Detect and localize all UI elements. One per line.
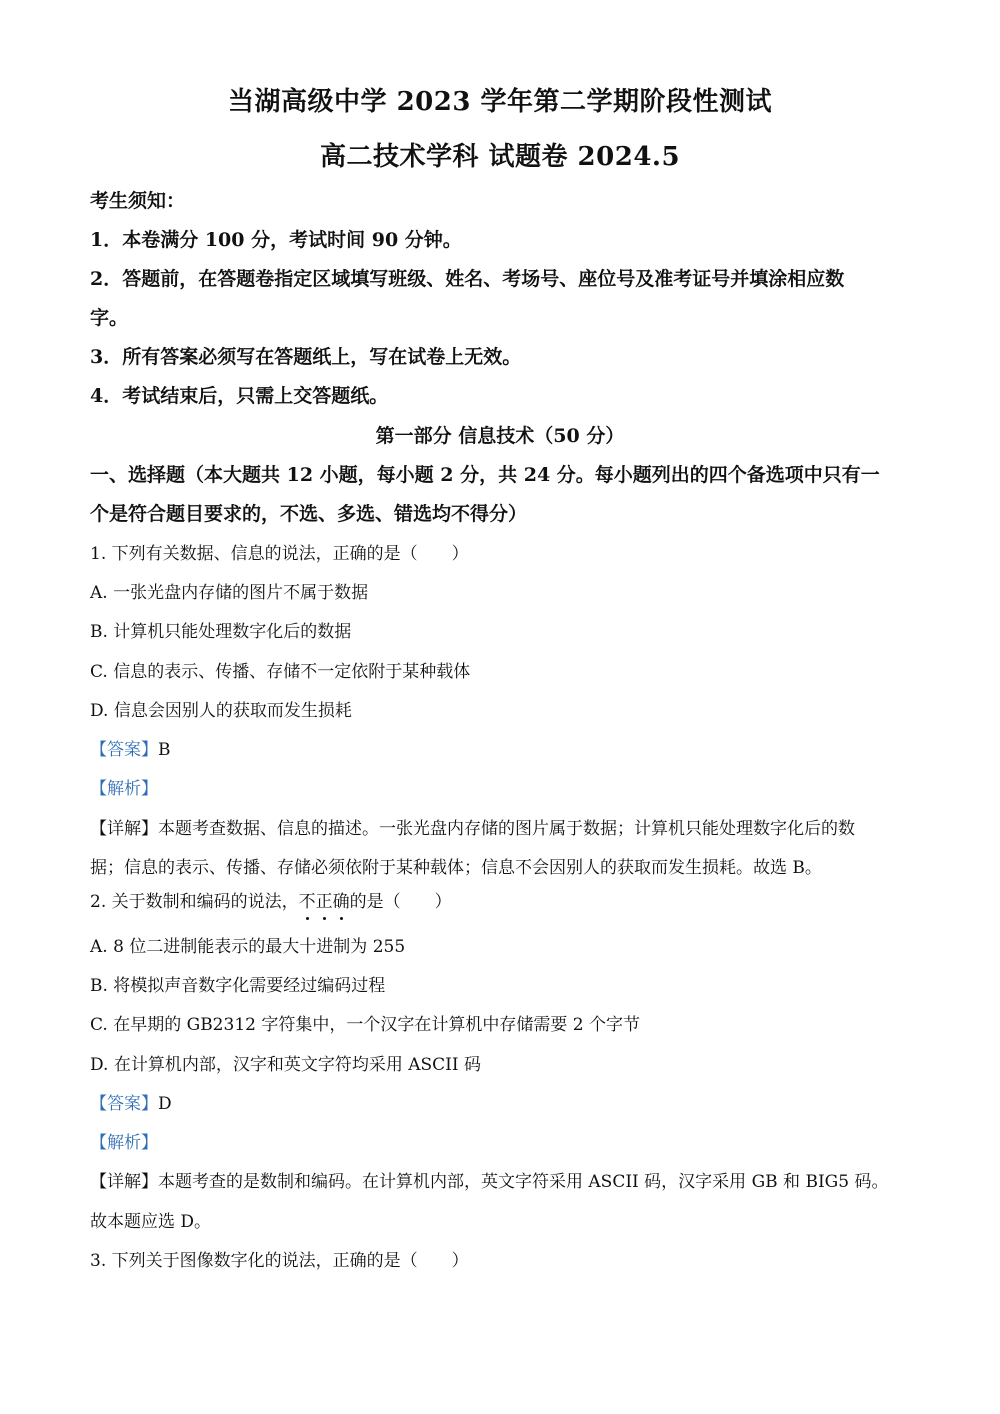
stem-text: 的是（ ）: [349, 892, 452, 912]
question-option: A. 一张光盘内存储的图片不属于数据: [90, 583, 369, 603]
notice-item: 4．考试结束后，只需上交答题纸。: [90, 385, 389, 407]
analysis-tag: 【解析】: [90, 1133, 158, 1153]
emphasis-char: 确: [332, 892, 350, 912]
question-option: B. 计算机只能处理数字化后的数据: [90, 622, 352, 642]
part-heading: 第一部分 信息技术（50 分）: [375, 425, 625, 447]
section-intro: 一、选择题（本大题共 12 小题，每小题 2 分，共 24 分。每小题列出的四个备选项中只有一: [90, 464, 880, 486]
answer-tag: 【答案】: [90, 740, 158, 760]
detail-tag: 【详解】: [90, 1172, 158, 1192]
detail-text: 故本题应选 D。: [90, 1212, 212, 1232]
section-intro: 个是符合题目要求的，不选、多选、错选均不得分）: [90, 503, 528, 525]
notice-item: 3．所有答案必须写在答题纸上，写在试卷上无效。: [90, 346, 522, 368]
detail-text: 本题考查数据、信息的描述。一张光盘内存储的图片属于数据；计算机只能处理数字化后的数: [158, 819, 855, 839]
detail-tag: 【详解】: [90, 819, 158, 839]
answer-value: D: [158, 1094, 172, 1114]
emphasis-char: 不: [298, 892, 316, 912]
detail-text: 据；信息的表示、传播、存储必须依附于某种载体；信息不会因别人的获取而发生损耗。故选 B。: [90, 858, 822, 878]
answer-value: B: [158, 740, 171, 760]
question-option: C. 信息的表示、传播、存储不一定依附于某种载体: [90, 662, 471, 682]
question-stem: 3. 下列关于图像数字化的说法，正确的是（ ）: [90, 1251, 469, 1271]
question-stem: [90, 894, 452, 911]
question-stem: 1. 下列有关数据、信息的说法，正确的是（ ）: [90, 544, 469, 564]
notice-item: 1．本卷满分 100 分，考试时间 90 分钟。: [90, 229, 462, 251]
answer-line: [90, 1096, 172, 1113]
answer-line: [90, 742, 171, 759]
exam-subtitle: 高二技术学科 试题卷 2024.5: [319, 142, 681, 172]
detail-line: [90, 1174, 888, 1191]
question-option: C. 在早期的 GB2312 字符集中，一个汉字在计算机中存储需要 2 个字节: [90, 1015, 640, 1035]
notice-item: 2．答题前，在答题卷指定区域填写班级、姓名、考场号、座位号及准考证号并填涂相应数: [90, 268, 845, 290]
detail-text: 本题考查的是数制和编码。在计算机内部，英文字符采用 ASCII 码，汉字采用 GB 和 BIG5 码。: [158, 1172, 889, 1192]
question-option: D. 在计算机内部，汉字和英文字符均采用 ASCII 码: [90, 1055, 481, 1075]
exam-title: 当湖高级中学 2023 学年第二学期阶段性测试: [228, 87, 772, 117]
answer-tag: 【答案】: [90, 1094, 158, 1114]
notice-item: 字。: [90, 307, 129, 329]
detail-line: [90, 821, 855, 838]
question-option: B. 将模拟声音数字化需要经过编码过程: [90, 976, 386, 996]
analysis-tag: 【解析】: [90, 779, 158, 799]
emphasis-char: 正: [315, 892, 333, 912]
notice-heading: 考生须知：: [90, 190, 186, 212]
question-option: A. 8 位二进制能表示的最大十进制为 255: [90, 937, 406, 957]
question-option: D. 信息会因别人的获取而发生损耗: [90, 701, 352, 721]
stem-text: 2. 关于数制和编码的说法，: [90, 892, 299, 912]
